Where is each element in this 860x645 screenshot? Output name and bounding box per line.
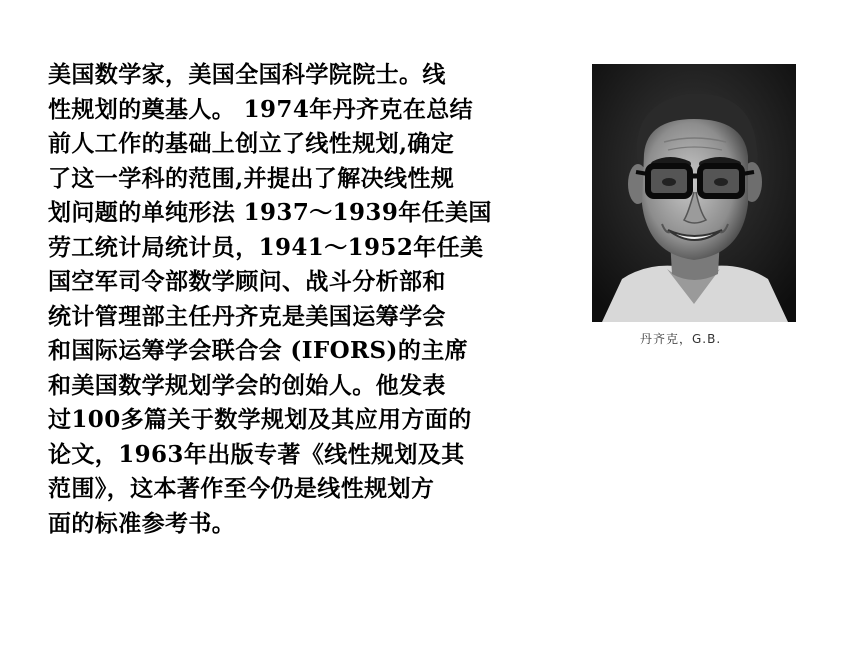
- bio-line: 划问题的单纯形法 1937～1939年任美国: [48, 199, 492, 226]
- bio-line: 范围》，这本著作至今仍是线性规划方: [48, 475, 435, 502]
- photo-caption: 丹齐克，G.B.: [640, 332, 722, 346]
- bio-line: 和国际运筹学会联合会 (IFORS)的主席: [48, 337, 469, 364]
- bio-line: 了这一学科的范围,并提出了解决线性规: [48, 164, 455, 192]
- bio-line: 面的标准参考书。: [48, 509, 236, 537]
- biography-text: [48, 58, 558, 541]
- portrait-photo: [592, 64, 796, 322]
- bio-line: 国空军司令部数学顾问、战斗分析部和: [48, 268, 446, 295]
- bio-line: 劳工统计局统计员，1941～1952年任美: [48, 233, 484, 261]
- bio-line: 美国数学家，美国全国科学院院士。线: [48, 61, 446, 88]
- bio-line: 统计管理部主任丹齐克是美国运筹学会: [48, 302, 446, 330]
- portrait-illustration: [592, 64, 796, 322]
- bio-line: 前人工作的基础上创立了线性规划,确定: [48, 130, 455, 157]
- bio-line: 论文，1963年出版专著《线性规划及其: [48, 440, 465, 468]
- bio-line: 性规划的奠基人。 1974年丹齐克在总结: [48, 95, 474, 123]
- bio-line: 和美国数学规划学会的创始人。他发表: [48, 371, 446, 399]
- bio-line: 过100多篇关于数学规划及其应用方面的: [48, 406, 472, 433]
